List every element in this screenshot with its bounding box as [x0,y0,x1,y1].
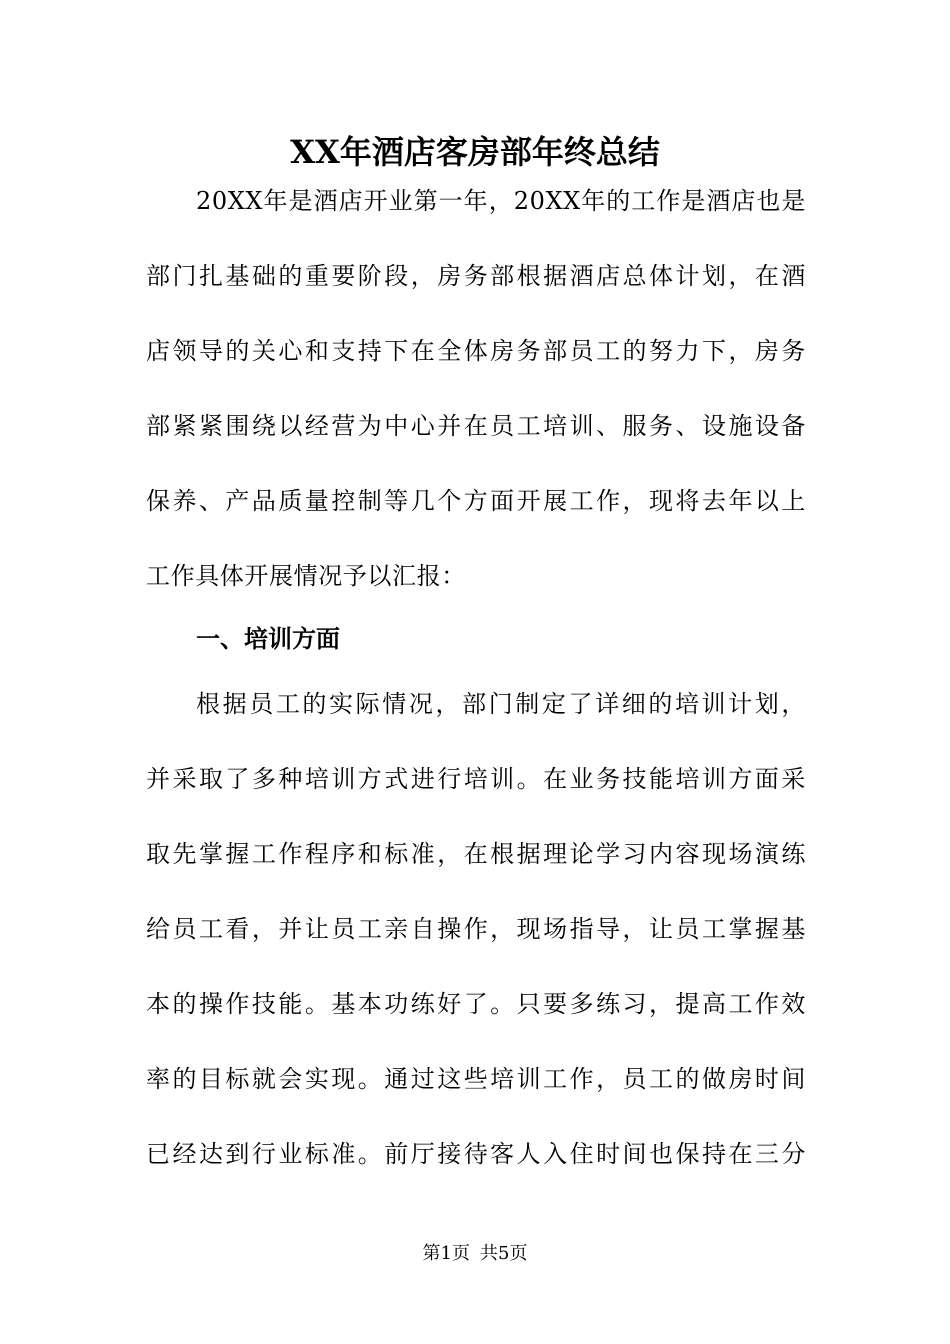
page-number: 第1页 [422,1243,470,1264]
intro-line-2: 部门扎基础的重要阶段，房务部根据酒店总体计划，在酒 [146,262,806,290]
section-line-7: 已经达到行业标准。前厅接待客人入住时间也保持在三分 [146,1140,806,1168]
intro-line-3: 店领导的关心和支持下在全体房务部员工的努力下，房务 [146,337,806,365]
section-line-2: 并采取了多种培训方式进行培训。在业务技能培训方面采 [146,765,806,793]
page-footer [0,1240,950,1268]
intro-line-5: 保养、产品质量控制等几个方面开展工作，现将去年以上 [146,487,806,515]
section-line-4: 给员工看，并让员工亲自操作，现场指导，让员工掌握基 [146,915,806,943]
section-line-1: 根据员工的实际情况，部门制定了详细的培训计划， [196,690,806,718]
intro-line-6: 工作具体开展情况予以汇报： [146,562,466,590]
section-line-5: 本的操作技能。基本功练好了。只要多练习，提高工作效 [146,990,806,1018]
document-title: XX年酒店客房部年终总结 [290,133,660,171]
intro-line-1: 20XX年是酒店开业第一年，20XX年的工作是酒店也是 [196,187,806,215]
intro-line-4: 部紧紧围绕以经营为中心并在员工培训、服务、设施设备 [146,412,806,440]
page-total: 共5页 [480,1243,528,1264]
section-line-6: 率的目标就会实现。通过这些培训工作，员工的做房时间 [146,1065,806,1093]
section-heading: 一、培训方面 [196,625,340,653]
section-line-3: 取先掌握工作程序和标准，在根据理论学习内容现场演练 [146,840,806,868]
